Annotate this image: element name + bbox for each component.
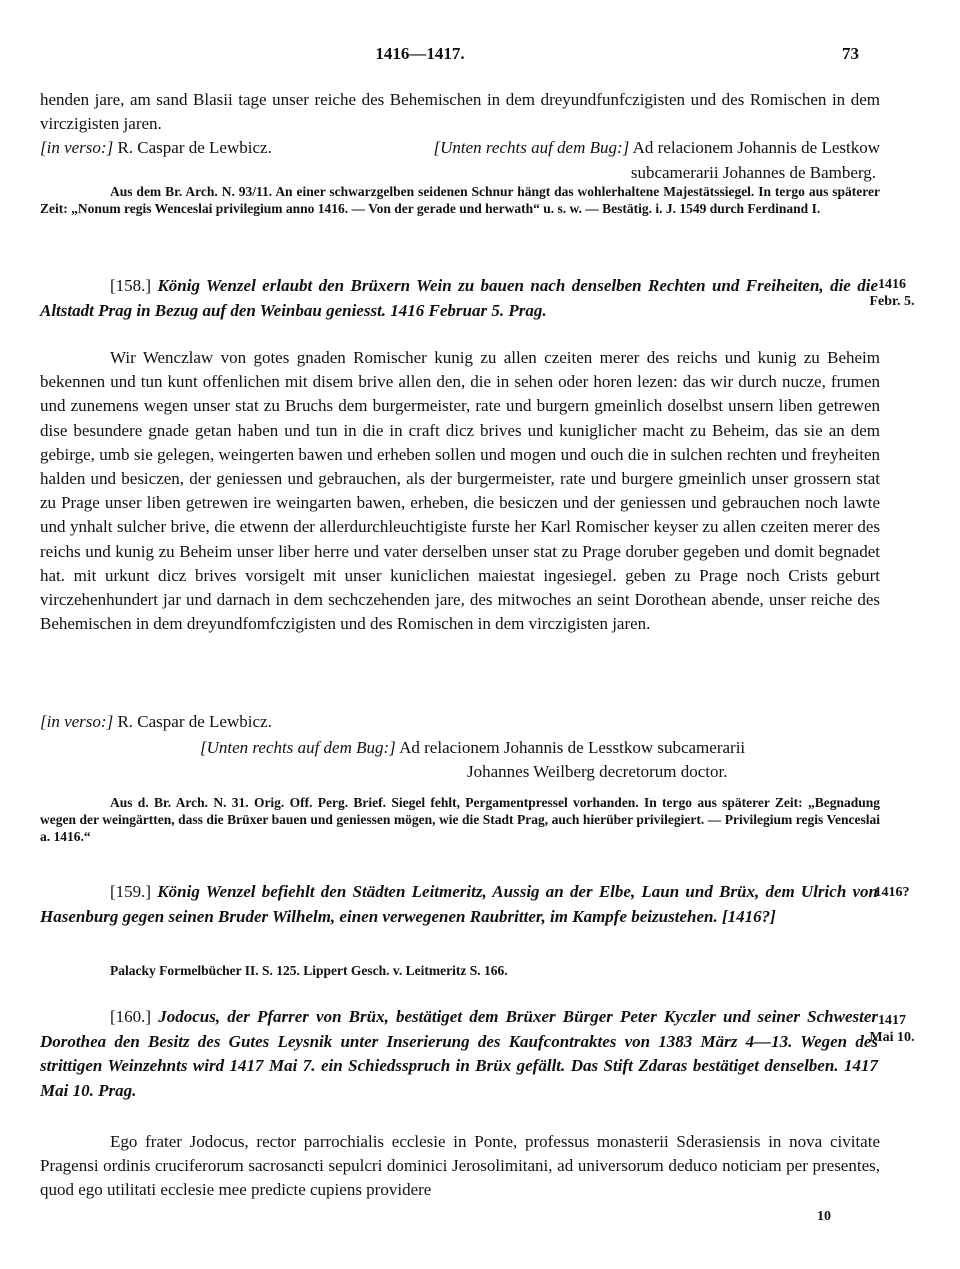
margin-year-160: 1417 (878, 1013, 906, 1028)
regest-text-160: Jodocus, der Pfarrer von Brüx, bestätiget dem Brüxer Bürger Peter Kyczler und seiner Schwester Dorothea den Besitz des Gutes Leysnik unter Inserierung des Kaufcontraktes von 1383 März 4—13. Wegen des strittigen Weinzehnts wird 1417 Mai 7. ein Schiedsspruch in Brüx gefällt. Das Stift Zdaras bestätiget denselben. 1417 Mai 10. Prag. (40, 1007, 878, 1100)
verso-label: [in verso:] (40, 138, 114, 158)
verso-label-158: [in verso:] (40, 712, 114, 731)
margin-date-159: 1416? (874, 885, 910, 900)
regest-text-158: König Wenzel erlaubt den Brüxern Wein zu bauen nach denselben Rechten und Freiheiten, die die Altstadt Prag in Bezug auf den Weinbau geniesst. 1416 Februar 5. Prag. (40, 276, 878, 320)
signature-mark: 10 (817, 1209, 831, 1224)
margin-day-160: Mai 10. (869, 1030, 915, 1045)
bug-line2: subcamerarii Johannes de Bamberg. (630, 162, 876, 182)
regest-text-159: König Wenzel befiehlt den Städten Leitmeritz, Aussig an der Elbe, Laun und Brüx, dem Ulrich von Hasenburg gegen seinen Bruder Wilhelm, einen verwegenen Raubritter, im Kampfe beizustehen. [1416?] (40, 882, 878, 926)
charter-text-158: Wir Wenczlaw von gotes gnaden Romischer kunig zu allen czeiten merer des reichs und kunig zu Beheim bekennen und tun kunt offenlichen mit disem brive allen den, die in sehen oder horen lezen: das wir durch nucze, frumen und zunemens wegen unser stat zu Bruchs dem burgermeister, rate und burgern gmeinlich doselbst unsern liben getrewen dise besundere gnade getan haben und tun in die in craft dicz brives und kuniglicher macht zu Beheim, das sie an dem gebirge, umb sie gelegen, weingerten bawen und erheben sollen und mogen und ouch die in sulchen rechten und freyheiten halden und besiczen, der geniessen und gebrauchen, als der burgermeister, rate und burgere gmeinlich unser grossern stat zu Prage unser liben getrewen ire weingarten bawen, erheben, die besiczen und der geniessen und gebrauchen noch lawte und ynhalt sulcher brive, die etwenn der allerdurchleuchtigiste furste her Karl Romischer keyser zu allen czeiten merer des reichs und kunig zu Beheim unser liber herre und vater derselben unser stat zu Prage doruber gegeben und domit begnadet hat. mit urkunt dicz brives vorsigelt mit unser kuniclichen maiestat ingesiegel. geben zu Prage noch Crists geburt virczehenhundert jar und darnach in dem sechczehenden jare, des mitwoches an seint Dorothean abende, unser reiche des Behemischen in dem dreyundfomfczigisten und des Romischen in dem virczigisten jaren. (40, 348, 880, 634)
verso-text: R. Caspar de Lewbicz. (113, 138, 272, 158)
regest-158 (40, 274, 878, 323)
charter-text-160: Ego frater Jodocus, rector parrochialis ecclesie in Ponte, professus monasterii Sderasiensis in nova civitate Pragensi ordinis cruciferorum sacrosancti sepulcri dominici Jerosolimitani, ad universorum deduco noticiam per presentes, quod ego utilitati ecclesie mee predicte cupiens providere (40, 1132, 880, 1200)
continuation-line: henden jare, am sand Blasii tage unser reiche des Behemischen in dem dreyundfunfczigisten und des Romischen in dem virczigisten jaren. (40, 90, 880, 134)
verso-158 (40, 710, 880, 734)
bug-text: Ad relacionem Johannis de Lestkow (629, 138, 880, 158)
bug-text-158: Ad relacionem Johannis de Lesstkow subcamerarii (395, 738, 746, 757)
regest-160 (40, 1005, 878, 1103)
margin-date-158 (862, 276, 922, 310)
entry-number-160: [160.] (110, 1007, 152, 1026)
running-title: 1416—1417. (375, 44, 465, 63)
continuation-text (40, 88, 880, 185)
entry-number-158: [158.] (110, 276, 152, 295)
bug-label-158: [Unten rechts auf dem Bug:] (200, 738, 396, 757)
bug-158 (200, 736, 880, 760)
verso-line (40, 136, 880, 160)
source-note-159: Palacky Formelbücher II. S. 125. Lippert Gesch. v. Leitmeritz S. 166. (110, 963, 508, 978)
bug-label: [Unten rechts auf dem Bug:] (433, 138, 630, 158)
entry-number-159: [159.] (110, 882, 152, 901)
margin-year: 1416 (878, 277, 906, 292)
source-note-158: Aus d. Br. Arch. N. 31. Orig. Off. Perg. Brief. Siegel fehlt, Pergamentpressel vorhanden. In tergo aus späterer Zeit: „Begnadung wegen der weingärtten, dass die Brüxer bauen und geniessen mögen, wie die Stadt Prag, auch hierüber privilegiert. — Privilegium regis Venceslai a. 1416.“ (40, 795, 880, 844)
margin-day: Febr. 5. (869, 294, 915, 309)
verso-text-158: R. Caspar de Lewbicz. (113, 712, 272, 731)
margin-date-160 (862, 1012, 922, 1046)
page-number: 73 (842, 44, 859, 63)
bug-line2-158: Johannes Weilberg decretorum doctor. (467, 762, 728, 781)
regest-159 (40, 880, 878, 929)
source-note-1: Aus dem Br. Arch. N. 93/11. An einer schwarzgelben seidenen Schnur hängt das wohlerhaltene Majestätssiegel. In tergo aus späterer Zeit: „Nonum regis Wenceslai privilegium anno 1416. — Von der gerade und herwath“ u. s. w. — Bestätig. i. J. 1549 durch Ferdinand I. (40, 184, 880, 216)
